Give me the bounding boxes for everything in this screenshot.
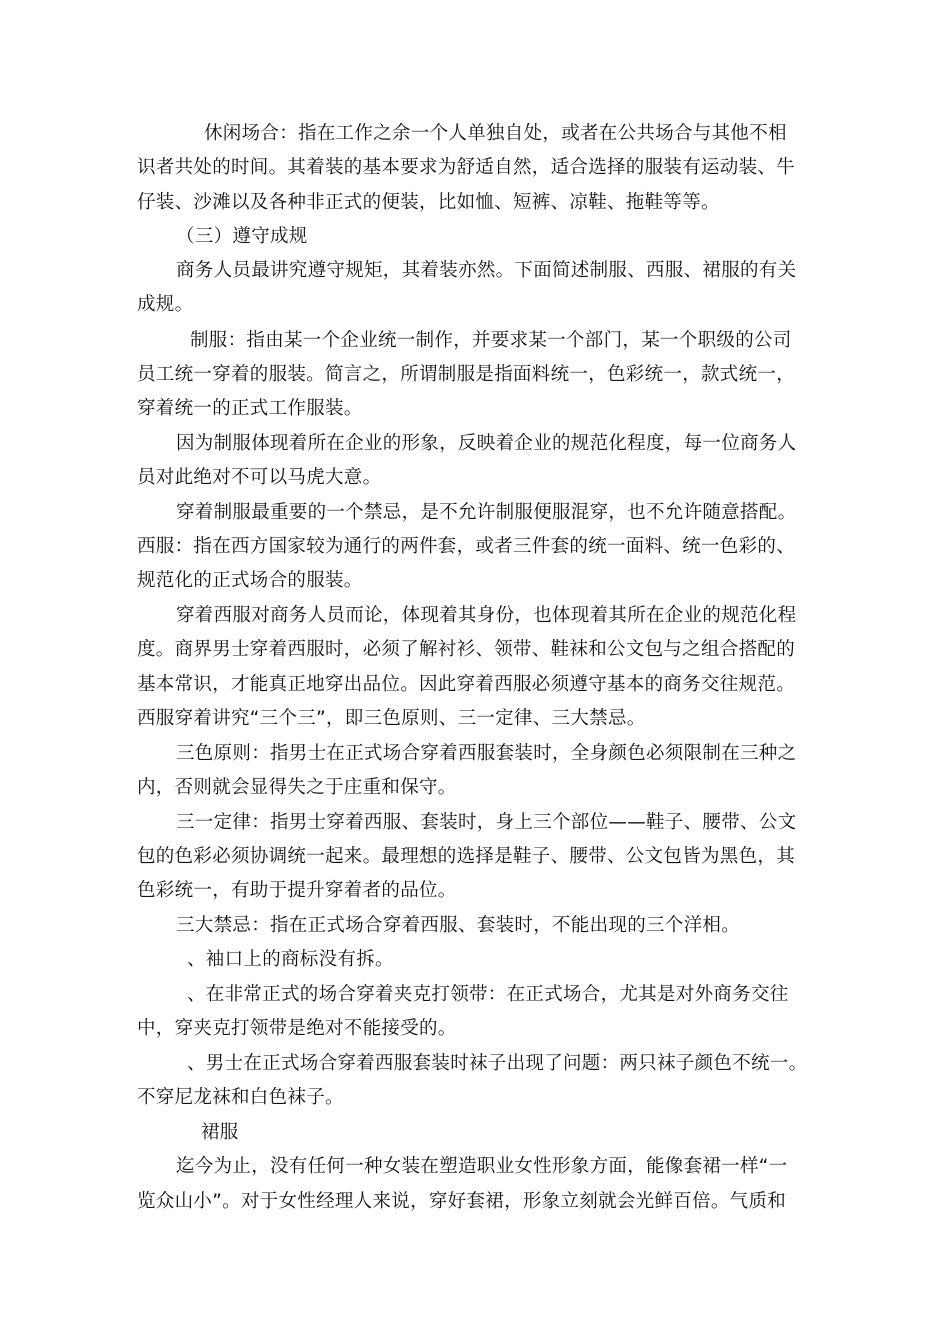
text-line: 不穿尼龙袜和白色袜子。 xyxy=(137,1087,344,1108)
text-line: 制服：指由某一个企业统一制作，并要求某一个部门，某一个职级的公司 xyxy=(190,330,792,351)
text-line: 基本常识，才能真正地穿出品位。因此穿着西服必须遵守基本的商务交往规范。 xyxy=(137,674,796,695)
text-line: 成规。 xyxy=(137,294,194,315)
text-line: 内，否则就会显得失之于庄重和保守。 xyxy=(137,777,457,798)
list-item: 、在非常正式的场合穿着夹克打领带：在正式场合，尤其是对外商务交往 xyxy=(187,984,789,1005)
text-line: 包的色彩必须协调统一起来。最理想的选择是鞋子、腰带、公文包皆为黑色，其 xyxy=(137,846,796,867)
text-line: 休闲场合：指在工作之余一个人单独自处，或者在公共场合与其他不相 xyxy=(204,123,787,144)
text-line: 中，穿夹克打领带是绝对不能接受的。 xyxy=(137,1018,457,1039)
text-line: 西服：指在西方国家较为通行的两件套，或者三件套的统一面料、统一色彩的、 xyxy=(137,536,796,557)
text-line: 穿着制服最重要的一个禁忌，是不允许制服便服混穿，也不允许随意搭配。 xyxy=(176,502,797,523)
text-line: 商务人员最讲究遵守规矩，其着装亦然。下面简述制服、西服、裙服的有关 xyxy=(176,260,797,281)
section-heading: 裙服 xyxy=(201,1122,239,1143)
text-line: 迄今为止，没有任何一种女装在塑造职业女性形象方面，能像套裙一样“一 xyxy=(176,1156,788,1177)
text-line: 穿着西服对商务人员而论，体现着其身份，也体现着其所在企业的规范化程 xyxy=(176,605,797,626)
text-line: 三大禁忌：指在正式场合穿着西服、套装时，不能出现的三个洋相。 xyxy=(176,915,741,936)
text-line: 识者共处的时间。其着装的基本要求为舒适自然，适合选择的服装有运动装、牛 xyxy=(137,157,796,178)
text-line: 穿着统一的正式工作服装。 xyxy=(137,398,363,419)
section-heading: （三）遵守成规 xyxy=(176,226,308,247)
text-line: 度。商界男士穿着西服时，必须了解衬衫、领带、鞋袜和公文包与之组合搭配的 xyxy=(137,639,796,660)
text-line: 员工统一穿着的服装。简言之，所谓制服是指面料统一，色彩统一，款式统一， xyxy=(137,364,796,385)
list-item: 、袖口上的商标没有拆。 xyxy=(187,949,394,970)
text-line: 三色原则：指男士在正式场合穿着西服套装时，全身颜色必须限制在三种之 xyxy=(176,743,797,764)
text-line: 员对此绝对不可以马虎大意。 xyxy=(137,467,382,488)
text-line: 三一定律：指男士穿着西服、套装时，身上三个部位——鞋子、腰带、公文 xyxy=(176,812,797,833)
list-item: 、男士在正式场合穿着西服套装时袜子出现了问题：两只袜子颜色不统一。 xyxy=(187,1053,808,1074)
text-line: 色彩统一，有助于提升穿着者的品位。 xyxy=(137,880,457,901)
text-line: 览众山小”。对于女性经理人来说，穿好套裙，形象立刻就会光鲜百倍。气质和 xyxy=(137,1191,787,1212)
text-line: 仔装、沙滩以及各种非正式的便装，比如恤、短裤、凉鞋、拖鞋等等。 xyxy=(137,192,720,213)
text-line: 规范化的正式场合的服装。 xyxy=(137,570,363,591)
text-line: 因为制服体现着所在企业的形象，反映着企业的规范化程度，每一位商务人 xyxy=(176,433,797,454)
text-line: 西服穿着讲究“三个三”，即三色原则、三一定律、三大禁忌。 xyxy=(137,708,646,729)
